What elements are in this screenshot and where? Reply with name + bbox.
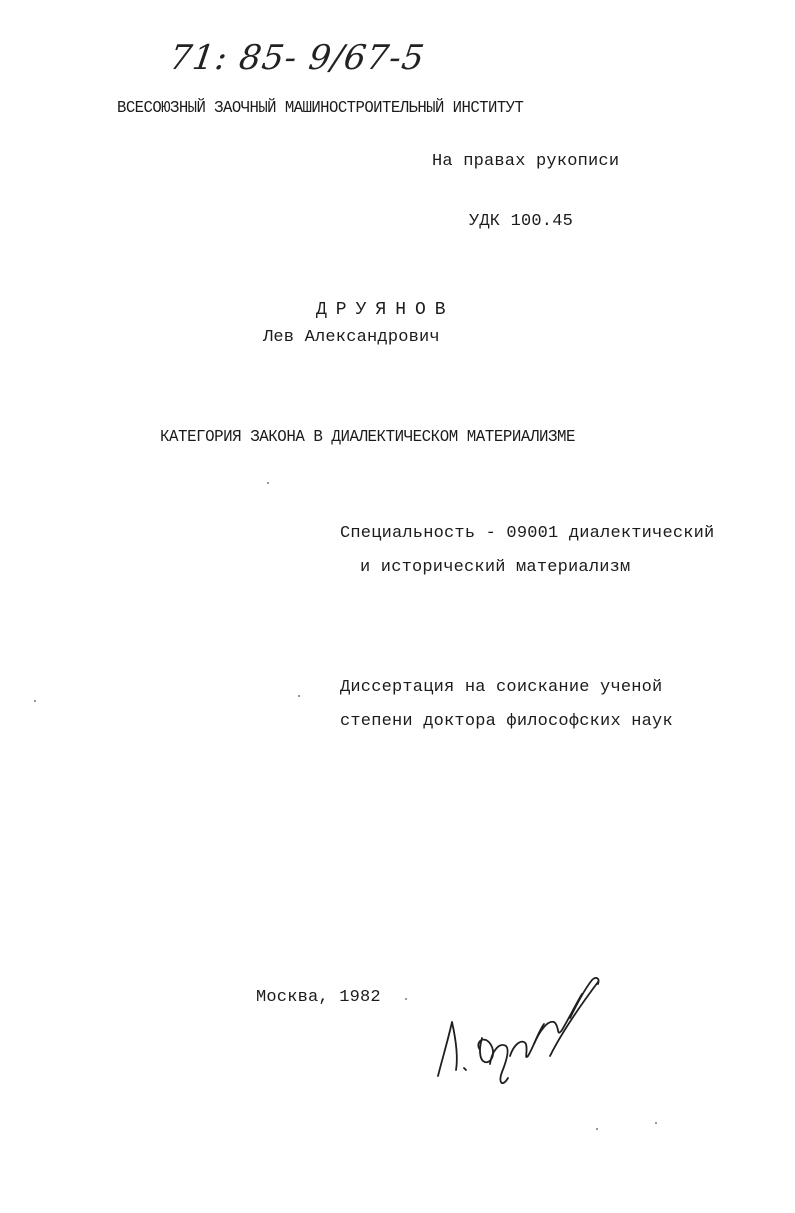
specialty-line-1: Специальность - 09001 диалектический xyxy=(340,524,715,543)
paper-speck xyxy=(298,695,300,697)
dissertation-line-2: степени доктора философских наук xyxy=(340,712,673,731)
paper-speck xyxy=(596,1128,598,1130)
paper-speck xyxy=(405,998,407,1000)
handwritten-signature xyxy=(430,960,620,1100)
dissertation-line-1: Диссертация на соискание ученой xyxy=(340,678,663,697)
archive-code: 71: 85- 9/67-5 xyxy=(167,38,428,78)
dissertation-title: КАТЕГОРИЯ ЗАКОНА В ДИАЛЕКТИЧЕСКОМ МАТЕРИАЛИЗМЕ xyxy=(160,428,576,447)
paper-speck xyxy=(267,482,269,484)
udk-code: УДК 100.45 xyxy=(469,212,574,231)
specialty-line-2: и исторический материализм xyxy=(360,558,631,577)
author-surname: ДРУЯНОВ xyxy=(316,300,455,320)
paper-speck xyxy=(34,700,36,702)
institute-name: ВСЕСОЮЗНЫЙ ЗАОЧНЫЙ МАШИНОСТРОИТЕЛЬНЫЙ ИНСТИТУТ xyxy=(117,99,524,118)
place-year: Москва, 1982 xyxy=(256,988,381,1007)
paper-speck xyxy=(655,1122,657,1124)
author-full-name: Лев Александрович xyxy=(263,328,440,347)
manuscript-note: На правах рукописи xyxy=(432,152,620,171)
